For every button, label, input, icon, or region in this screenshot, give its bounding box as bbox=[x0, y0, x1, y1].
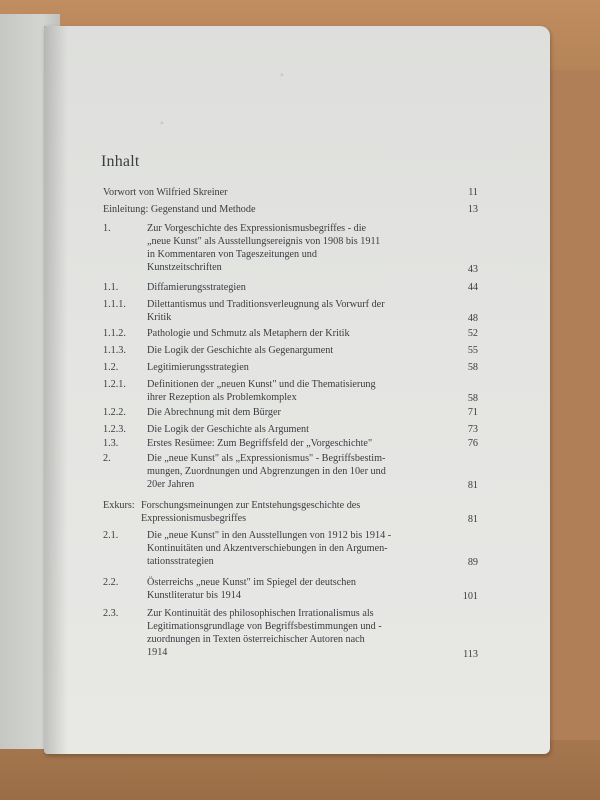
toc-page-number: 81 bbox=[467, 480, 478, 492]
toc-entry-title-line: Österreichs „neue Kunst" im Spiegel der deutschen bbox=[147, 577, 356, 588]
toc-entry-number: 1. bbox=[103, 223, 111, 234]
toc-entry bbox=[103, 186, 478, 200]
toc-entry-number: 1.1.2. bbox=[103, 328, 126, 339]
toc-entry-number: 1.2.1. bbox=[103, 379, 126, 390]
toc-entry-title-line: ihrer Rezeption als Problemkomplex bbox=[147, 392, 297, 403]
toc-entry-number: 1.1.1. bbox=[103, 299, 126, 310]
toc-entry-title-line: Kritik bbox=[147, 312, 172, 323]
toc-page-number: 89 bbox=[467, 557, 478, 569]
toc-entry-title-line: Expressionismusbegriffes bbox=[141, 513, 247, 524]
toc-page-number: 11 bbox=[468, 187, 478, 198]
toc-entry bbox=[103, 222, 478, 276]
toc-entry-title-line: „neue Kunst" als Ausstellungsereignis von 1908 bis 1911 bbox=[147, 236, 381, 247]
spine-shadow bbox=[44, 26, 68, 754]
toc-entry-title-line: Diffamierungsstrategien bbox=[147, 282, 246, 293]
toc-page-number: 58 bbox=[467, 362, 478, 373]
toc-entry-title-line: Legitimationsgrundlage von Begriffsbestimmungen und - bbox=[147, 621, 382, 632]
toc-entry-title-line: 1914 bbox=[147, 647, 168, 658]
toc-entry bbox=[103, 203, 478, 217]
toc-entry-title-line: 20er Jahren bbox=[147, 479, 195, 490]
show-through-mark: ▪ bbox=[160, 118, 164, 129]
toc-entry-title-line: Forschungsmeinungen zur Entstehungsgeschichte des bbox=[141, 500, 361, 511]
toc-page-number: 55 bbox=[467, 345, 478, 356]
toc-entry bbox=[103, 607, 478, 661]
toc-entry-number: 1.2.3. bbox=[103, 424, 126, 435]
toc-page-number: 76 bbox=[467, 438, 478, 449]
toc-entry-number: 2.3. bbox=[103, 608, 119, 619]
toc-page-number: 43 bbox=[467, 263, 478, 275]
toc-page-number: 44 bbox=[467, 282, 478, 293]
toc-entry-title-line: Einleitung: Gegenstand und Methode bbox=[103, 204, 256, 215]
toc-entry bbox=[103, 499, 478, 526]
toc-entry bbox=[103, 576, 478, 603]
page-title: Inhalt bbox=[101, 153, 140, 170]
toc-entry-number: 2.2. bbox=[103, 577, 119, 588]
toc-entry bbox=[103, 378, 478, 405]
toc-entry bbox=[103, 281, 478, 295]
toc-page-number: 101 bbox=[462, 590, 478, 602]
toc-entry bbox=[103, 406, 478, 420]
toc-entry-title-line: Kontinuitäten und Akzentverschiebungen in den Argumen- bbox=[147, 543, 388, 554]
toc-entry-number: 1.2. bbox=[103, 362, 119, 373]
toc-page-number: 113 bbox=[463, 648, 478, 660]
toc-entry bbox=[103, 298, 478, 325]
toc-entry-number: 1.1. bbox=[103, 282, 119, 293]
toc-entry bbox=[103, 361, 478, 375]
toc-entry-number: 1.1.3. bbox=[103, 345, 126, 356]
toc-entry bbox=[103, 423, 478, 437]
toc-entry-title-line: in Kommentaren von Tageszeitungen und bbox=[147, 249, 317, 260]
toc-entry-title-line: Kunstliteratur bis 1914 bbox=[147, 590, 241, 601]
toc-entry-title-line: Erstes Resümee: Zum Begriffsfeld der „Vorgeschichte" bbox=[147, 438, 373, 449]
toc-entry-title-line: zuordnungen in Texten österreichischer Autoren nach bbox=[147, 634, 365, 645]
toc-page-number: 58 bbox=[467, 392, 478, 404]
toc-entry-title-line: Die „neue Kunst" als „Expressionismus" - Begriffsbestim- bbox=[147, 453, 386, 464]
toc-entry-number: 1.3. bbox=[103, 438, 119, 449]
toc-entry bbox=[103, 529, 478, 570]
toc-entry-title-line: Pathologie und Schmutz als Metaphern der Kritik bbox=[147, 328, 350, 339]
toc-entry bbox=[103, 344, 478, 358]
toc-entry-title-line: tationsstrategien bbox=[147, 556, 214, 567]
toc-entry-title-line: mungen, Zuordnungen und Abgrenzungen in den 10er und bbox=[147, 466, 386, 477]
toc-entry-number: 2. bbox=[103, 453, 111, 464]
toc-page-number: 52 bbox=[467, 328, 478, 339]
toc-entry-number: 1.2.2. bbox=[103, 407, 126, 418]
toc-entry-title-line: Legitimierungsstrategien bbox=[147, 362, 249, 373]
toc-entry-number: 2.1. bbox=[103, 530, 119, 541]
toc-entry-title-line: Zur Kontinuität des philosophischen Irrationalismus als bbox=[147, 608, 374, 619]
toc-entry-title-line: Die Logik der Geschichte als Gegenargument bbox=[147, 345, 334, 356]
toc-entry-title-line: Zur Vorgeschichte des Expressionismusbegriffes - die bbox=[147, 223, 367, 234]
toc-page-number: 73 bbox=[467, 424, 478, 435]
toc-entry-title-line: Kunstzeitschriften bbox=[147, 262, 222, 273]
toc-entry-title-line: Vorwort von Wilfried Skreiner bbox=[103, 187, 228, 198]
toc-page-number: 71 bbox=[467, 407, 478, 418]
toc-page-number: 81 bbox=[467, 513, 478, 525]
toc-entry-title-line: Die Logik der Geschichte als Argument bbox=[147, 424, 309, 435]
toc-page-number: 13 bbox=[467, 204, 478, 215]
toc-entry bbox=[103, 327, 478, 341]
toc-entry-title-line: Dilettantismus und Traditionsverleugnung als Vorwurf der bbox=[147, 299, 385, 310]
show-through-mark: ▪ bbox=[280, 70, 284, 81]
toc-entry-title-line: Die Abrechnung mit dem Bürger bbox=[147, 407, 281, 418]
toc-page-number: 48 bbox=[467, 312, 478, 324]
toc-entry bbox=[103, 437, 478, 451]
toc-entry-title-line: Die „neue Kunst" in den Ausstellungen von 1912 bis 1914 - bbox=[147, 530, 392, 541]
toc-entry-title-line: Definitionen der „neuen Kunst" und die Thematisierung bbox=[147, 379, 376, 390]
toc-entry-number: Exkurs: bbox=[103, 500, 135, 511]
toc-entry bbox=[103, 452, 478, 493]
